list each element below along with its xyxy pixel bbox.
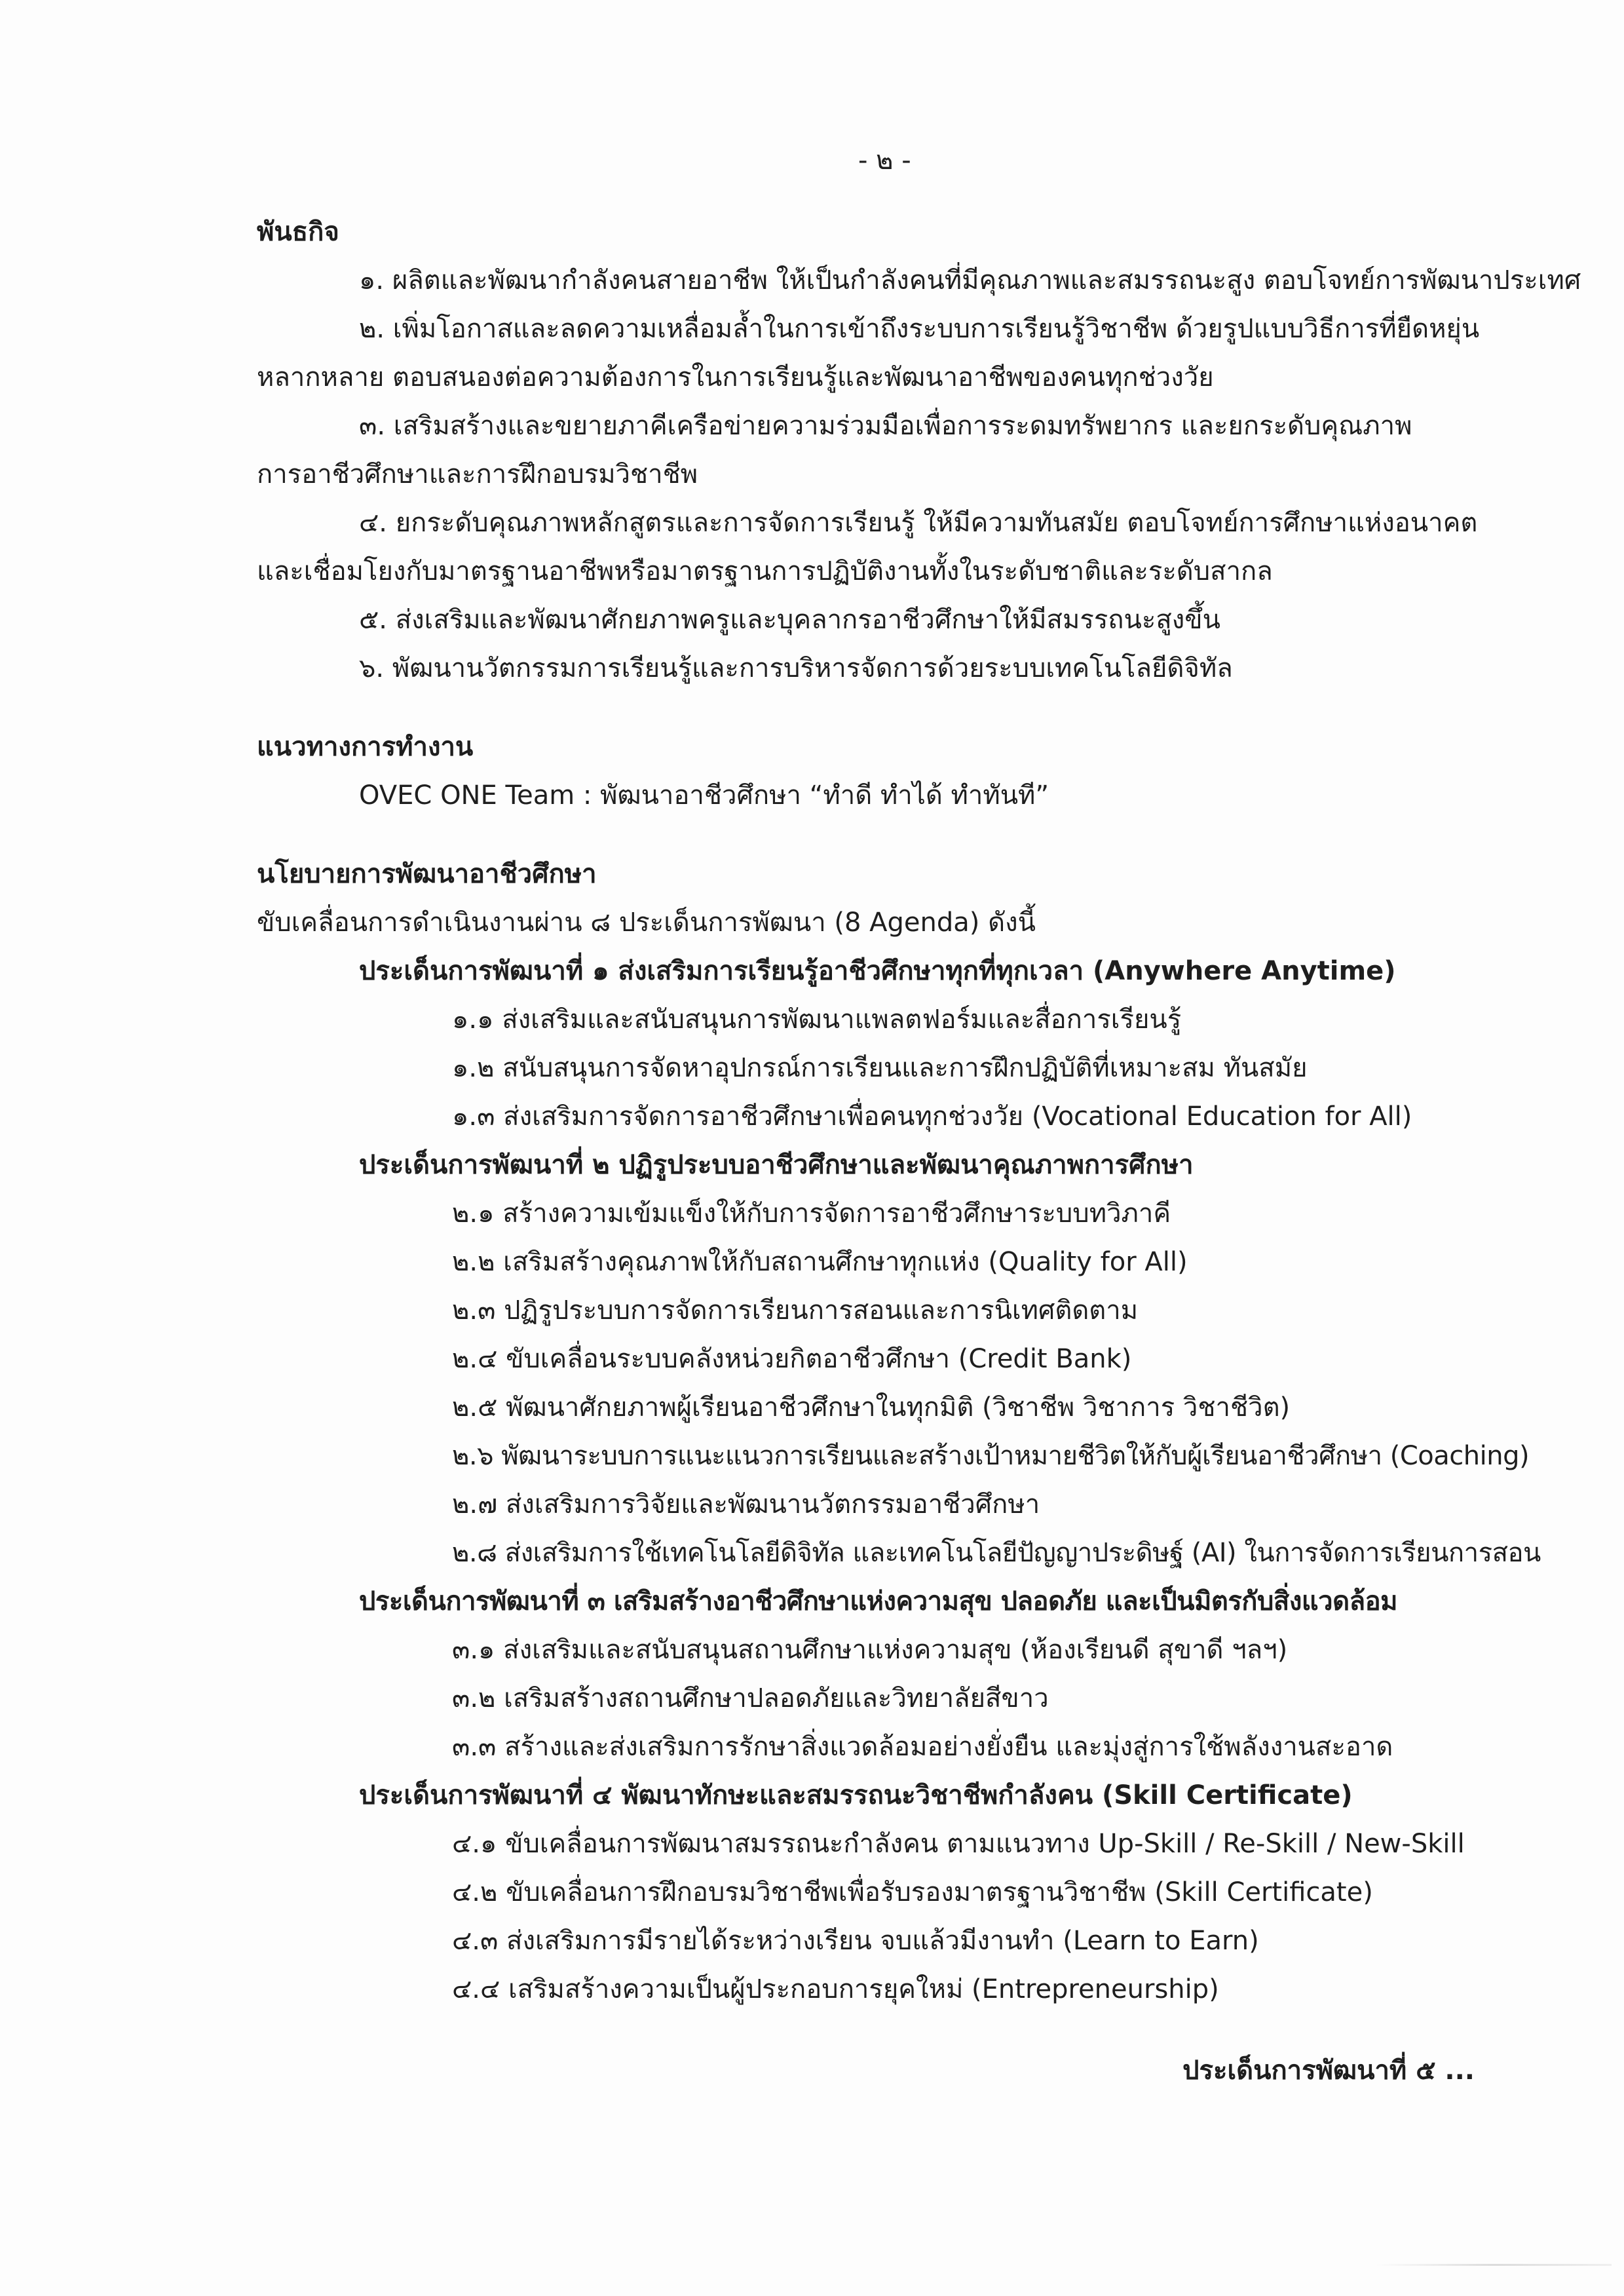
policy-heading: นโยบายการพัฒนาอาชีวศึกษา <box>257 859 597 889</box>
agenda-item: ๔.๔ เสริมสร้างความเป็นผู้ประกอบการยุคใหม่ (Entrepreneurship) <box>452 1974 1219 2004</box>
agenda-item: ๒.๔ ขับเคลื่อนระบบคลังหน่วยกิตอาชีวศึกษา (Credit Bank) <box>452 1344 1132 1374</box>
mission-heading: พันธกิจ <box>257 217 339 247</box>
agenda-title: ประเด็นการพัฒนาที่ ๔ พัฒนาทักษะและสมรรถนะวิชาชีพกำลังคน (Skill Certificate) <box>359 1780 1353 1810</box>
scan-artifact <box>1376 2264 1612 2266</box>
approach-heading: แนวทางการทำงาน <box>257 732 474 762</box>
agenda-title: ประเด็นการพัฒนาที่ ๑ ส่งเสริมการเรียนรู้อาชีวศึกษาทุกที่ทุกเวลา (Anywhere Anytime) <box>359 956 1396 986</box>
agenda-item: ๔.๓ ส่งเสริมการมีรายได้ระหว่างเรียน จบแล้วมีงานทำ (Learn to Earn) <box>452 1926 1259 1956</box>
agenda-title: ประเด็นการพัฒนาที่ ๒ ปฏิรูประบบอาชีวศึกษาและพัฒนาคุณภาพการศึกษา <box>359 1150 1194 1180</box>
agenda-item: ๑.๑ ส่งเสริมและสนับสนุนการพัฒนาแพลตฟอร์มและสื่อการเรียนรู้ <box>452 1004 1182 1035</box>
mission-item: ๕. ส่งเสริมและพัฒนาศักยภาพครูและบุคลากรอาชีวศึกษาให้มีสมรรถนะสูงขึ้น <box>359 605 1220 635</box>
mission-item: ๔. ยกระดับคุณภาพหลักสูตรและการจัดการเรียนรู้ ให้มีความทันสมัย ตอบโจทย์การศึกษาแห่งอนาคต <box>359 508 1478 538</box>
agenda-item: ๓.๒ เสริมสร้างสถานศึกษาปลอดภัยและวิทยาลัยสีขาว <box>452 1683 1049 1713</box>
mission-item: ๒. เพิ่มโอกาสและลดความเหลื่อมล้ำในการเข้าถึงระบบการเรียนรู้วิชาชีพ ด้วยรูปแบบวิธีการที่ยืดหยุ่น <box>359 314 1480 344</box>
agenda-item: ๒.๑ สร้างความเข้มแข็งให้กับการจัดการอาชีวศึกษาระบบทวิภาคี <box>452 1198 1171 1229</box>
page-number: - ๒ - <box>858 145 911 176</box>
agenda-item: ๒.๓ ปฏิรูประบบการจัดการเรียนการสอนและการนิเทศติดตาม <box>452 1295 1139 1326</box>
agenda-item: ๓.๓ สร้างและส่งเสริมการรักษาสิ่งแวดล้อมอย่างยั่งยืน และมุ่งสู่การใช้พลังงานสะอาด <box>452 1732 1393 1762</box>
agenda-item: ๒.๕ พัฒนาศักยภาพผู้เรียนอาชีวศึกษาในทุกมิติ (วิชาชีพ วิชาการ วิชาชีวิต) <box>452 1392 1291 1423</box>
agenda-item: ๒.๒ เสริมสร้างคุณภาพให้กับสถานศึกษาทุกแห่ง (Quality for All) <box>452 1247 1188 1277</box>
mission-item: ๓. เสริมสร้างและขยายภาคีเครือข่ายความร่วมมือเพื่อการระดมทรัพยากร และยกระดับคุณภาพ <box>359 411 1412 441</box>
mission-item-continued: การอาชีวศึกษาและการฝึกอบรมวิชาชีพ <box>257 459 698 489</box>
mission-item-continued: และเชื่อมโยงกับมาตรฐานอาชีพหรือมาตรฐานการปฏิบัติงานทั้งในระดับชาติและระดับสากล <box>257 556 1273 586</box>
agenda-item: ๓.๑ ส่งเสริมและสนับสนุนสถานศึกษาแห่งความสุข (ห้องเรียนดี สุขาดี ฯลฯ) <box>452 1635 1288 1665</box>
agenda-item: ๔.๒ ขับเคลื่อนการฝึกอบรมวิชาชีพเพื่อรับรองมาตรฐานวิชาชีพ (Skill Certificate) <box>452 1877 1373 1907</box>
mission-item-continued: หลากหลาย ตอบสนองต่อความต้องการในการเรียนรู้และพัฒนาอาชีพของคนทุกช่วงวัย <box>257 362 1214 392</box>
agenda-item: ๑.๒ สนับสนุนการจัดหาอุปกรณ์การเรียนและการฝึกปฏิบัติที่เหมาะสม ทันสมัย <box>452 1053 1308 1083</box>
agenda-title: ประเด็นการพัฒนาที่ ๓ เสริมสร้างอาชีวศึกษาแห่งความสุข ปลอดภัย และเป็นมิตรกับสิ่งแวดล้อม <box>359 1586 1397 1617</box>
agenda-item: ๒.๘ ส่งเสริมการใช้เทคโนโลยีดิจิทัล และเทคโนโลยีปัญญาประดิษฐ์ (AI) ในการจัดการเรียนการสอน <box>452 1538 1541 1568</box>
agenda-item: ๒.๗ ส่งเสริมการวิจัยและพัฒนานวัตกรรมอาชีวศึกษา <box>452 1489 1040 1520</box>
mission-item: ๖. พัฒนานวัตกรรมการเรียนรู้และการบริหารจัดการด้วยระบบเทคโนโลยีดิจิทัล <box>359 653 1233 683</box>
policy-intro: ขับเคลื่อนการดำเนินงานผ่าน ๘ ประเด็นการพัฒนา (8 Agenda) ดังนี้ <box>257 908 1036 938</box>
agenda-item: ๑.๓ ส่งเสริมการจัดการอาชีวศึกษาเพื่อคนทุกช่วงวัย (Vocational Education for All) <box>452 1101 1412 1132</box>
continuation-text: ประเด็นการพัฒนาที่ ๕ ... <box>1182 2056 1475 2086</box>
approach-text: OVEC ONE Team : พัฒนาอาชีวศึกษา “ทำดี ทำได้ ทำทันที” <box>359 780 1049 811</box>
agenda-item: ๔.๑ ขับเคลื่อนการพัฒนาสมรรถนะกำลังคน ตามแนวทาง Up-Skill / Re-Skill / New-Skill <box>452 1829 1465 1859</box>
mission-item: ๑. ผลิตและพัฒนากำลังคนสายอาชีพ ให้เป็นกำลังคนที่มีคุณภาพและสมรรถนะสูง ตอบโจทย์การพัฒนาประเทศ <box>359 265 1581 296</box>
agenda-item: ๒.๖ พัฒนาระบบการแนะแนวการเรียนและสร้างเป้าหมายชีวิตให้กับผู้เรียนอาชีวศึกษา (Coaching) <box>452 1441 1530 1471</box>
